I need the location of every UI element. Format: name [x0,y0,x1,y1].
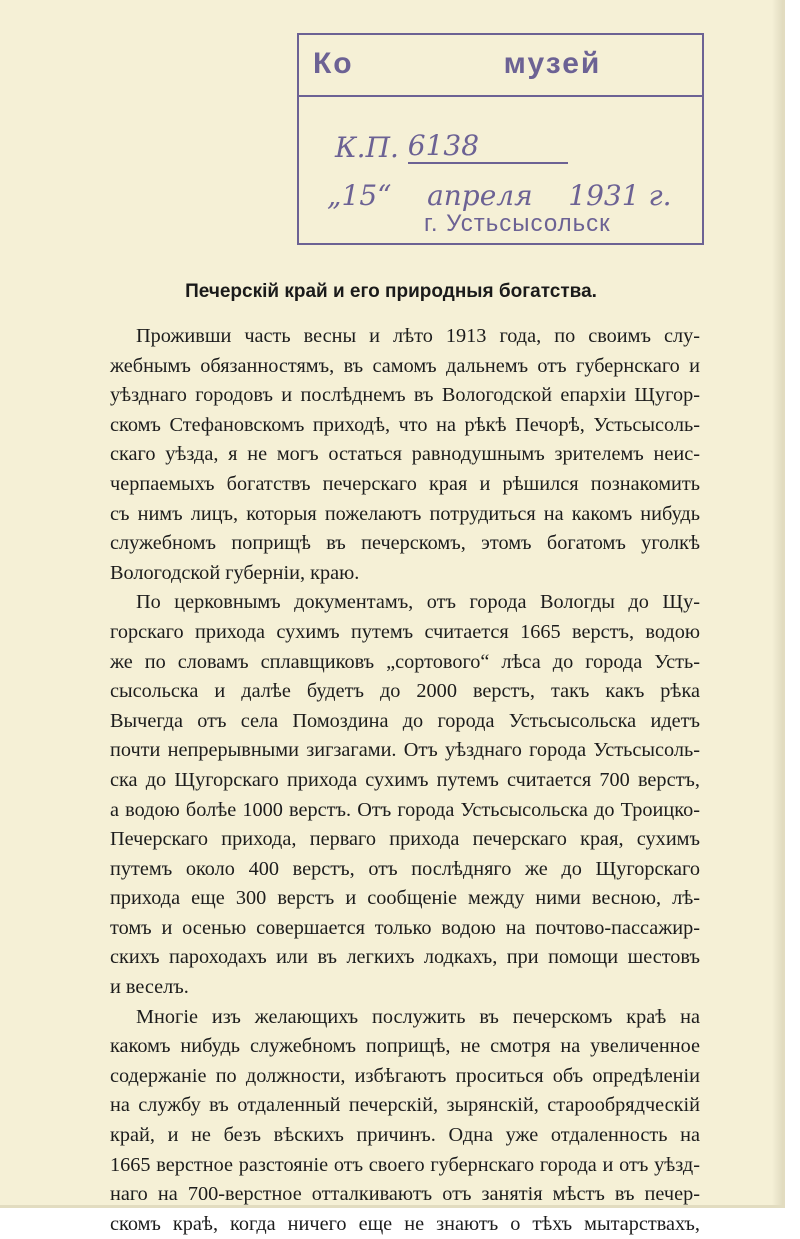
stamp-year: 1931 [568,179,640,212]
text-line: же по словамъ сплавщиковъ „сортового“ лѣса до города Усть- [110,650,700,673]
text-line: ска до Щугорскаго прихода сухимъ путемъ считается 700 верстъ, [110,768,700,791]
stamp-divider [299,95,702,97]
text-line: 1665 верстное разстоянiе отъ своего губернскаго города и отъ уѣзд- [110,1153,700,1176]
text-line: Печерскаго прихода, перваго прихода печерскаго края, сухимъ [110,828,700,851]
text-line: почти непрерывными зигзагами. Отъ уѣзднаго города Устьсысоль- [110,739,700,762]
text-line: сысольска и далѣе будетъ до 2000 верстъ, такъ какъ рѣка [110,680,700,703]
stamp-day: 15 [341,179,378,212]
stamp-title [313,47,601,81]
text-line: наго на 700-верстное отталкиваютъ отъ занятiя мѣстъ въ печер- [110,1183,700,1206]
text-line: путемъ около 400 верстъ, отъ послѣдняго же до Щугорскаго [110,857,700,880]
text-line: По церковнымъ документамъ, отъ города Вологды до Щу- [136,591,700,614]
text-line: край, и не безъ вѣскихъ причинъ. Одна уже отдаленность на [110,1124,700,1147]
text-line: и веселъ. [110,976,189,999]
text-line: какомъ нибудь служебномъ поприщѣ, не смотря на увеличенное [110,1035,700,1058]
text-line: черпаемыхъ богатствъ печерскаго края и рѣшился познакомить [110,472,700,495]
text-line: горскаго прихода сухимъ путемъ считается 1665 верстъ, водою [110,620,700,643]
text-line: прихода еще 300 верстъ и сообщенiе между ними весною, лѣ- [110,887,700,910]
stamp-title-right: музей [503,47,602,80]
stamp-date: „15“ апреля 1931 г. [327,179,672,212]
text-line: скомъ Стефановскомъ приходѣ, что на рѣкѣ Печорѣ, Устьсысоль- [110,413,700,436]
stamp-month: апреля [427,179,533,212]
text-line: томъ и осенью совершается только водою на почтово-пассажир- [110,916,700,939]
museum-stamp [297,33,704,245]
stamp-reg-label: К.П. [335,131,399,164]
text-line: Вычегда отъ села Помоздина до города Устьсысольска идетъ [110,709,700,732]
text-line: Проживши часть весны и лѣто 1913 года, по своимъ слу- [136,325,700,347]
stamp-registration [335,129,568,164]
text-line: жебнымъ обязанностямъ, въ самомъ дальнемъ отъ губернскаго и [110,354,700,377]
stamp-city: г. Устьсысольск [424,210,611,237]
article-body [110,322,700,1239]
text-line: на службу въ отдаленный печерскiй, зырянскiй, старообрядческiй [110,1094,700,1117]
text-line: скаго уѣзда, я не могъ остаться равнодушнымъ зрителемъ неис- [110,443,700,466]
text-line: служебномъ поприщѣ въ печерскомъ, этомъ богатомъ уголкѣ [110,532,700,555]
stamp-year-suffix: г. [648,179,672,212]
text-line: Вологодской губернiи, краю. [110,561,360,584]
text-line: содержанiе по должности, избѣгаютъ проситься объ опредѣленiи [110,1064,700,1087]
text-line: Многiе изъ желающихъ послужить въ печерскомъ краѣ на [136,1005,700,1028]
stamp-reg-number: 6138 [408,129,568,164]
text-line: скихъ пароходахъ или въ легкихъ лодкахъ, при помощи шестовъ [110,946,700,969]
text-line: скомъ краѣ, когда ничего еще не знаютъ о тѣхъ мытарствахъ, [110,1212,700,1235]
text-line: съ нимъ лицъ, которыя пожелаютъ потрудиться на какомъ нибудь [110,502,700,525]
text-line: а водою болѣе 1000 верстъ. Отъ города Устьсысольска до Троицко- [110,798,700,821]
text-line: уѣзднаго городовъ и послѣднемъ въ Вологодской епархiи Щугор- [110,384,700,407]
stamp-title-left: Ко [313,47,354,80]
article-title: Печерскiй край и его природныя богатства. [185,281,597,302]
